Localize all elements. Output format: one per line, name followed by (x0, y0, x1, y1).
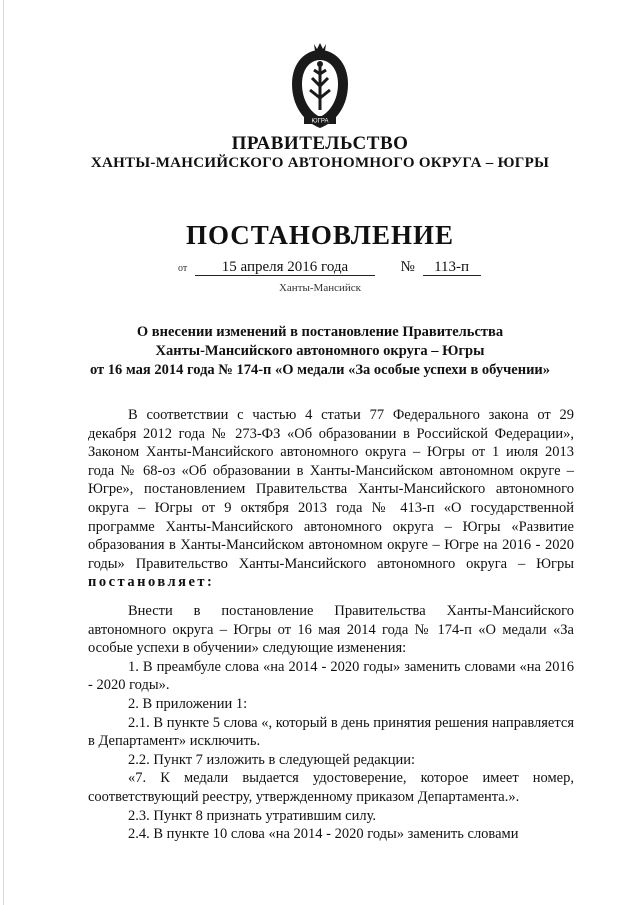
resolves-word: постановляет: (88, 574, 215, 591)
coat-of-arms-emblem (284, 40, 356, 134)
item-2-1: 2.1. В пункте 5 слова «, который в день принятия решения направляется в Департамент» исключить. (88, 714, 574, 750)
item-2-2: 2.2. Пункт 7 изложить в следующей редакции: (128, 751, 416, 768)
operative-section (88, 602, 574, 844)
from-label: от (178, 263, 188, 274)
item-2: 2. В приложении 1: (128, 695, 248, 712)
document-title (0, 323, 640, 380)
title-line-1: О внесении изменений в постановление Правительства (136, 324, 504, 340)
item-1: 1. В преамбуле слова «на 2014 - 2020 годы» заменить словами «на 2016 - 2020 годы». (88, 658, 574, 694)
title-line-3: от 16 мая 2014 года № 174-п «О медали «За особые успехи в обучении» (89, 362, 551, 378)
item-2-4: 2.4. В пункте 10 слова «на 2014 - 2020 годы» заменить словами (128, 826, 519, 843)
date-number-line (178, 259, 481, 276)
number-label: № (400, 259, 415, 275)
document-type: ПОСТАНОВЛЕНИЕ (185, 220, 455, 250)
government-subtitle: ХАНТЫ-МАНСИЙСКОГО АВТОНОМНОГО ОКРУГА – ЮГРЫ (90, 155, 550, 171)
intro-paragraph: Внести в постановление Правительства Ханты-Мансийского автономного округа – Югры от 16 мая 2014 года № 174-п «О медали «За особые успехи в обучении» следующие изменения: (88, 603, 574, 657)
document-date: 15 апреля 2016 года (195, 259, 375, 276)
city-name: Ханты-Мансийск (278, 282, 361, 294)
item-2-2-text: «7. К медали выдается удостоверение, которое имеет номер, соответствующий реестру, утвержденному приказом Департамента.». (88, 770, 574, 805)
document-number: 113-п (423, 259, 481, 276)
emblem-label: ЮГРА (311, 118, 329, 125)
preamble-paragraph (88, 406, 574, 592)
preamble-text: В соответствии с частью 4 статьи 77 Федерального закона от 29 декабря 2012 года № 273-ФЗ «Об образовании в Российской Федерации», Законом Ханты-Мансийского автономного округа – Югры от 1 июля 2013 года № 68-оз «Об образовании в Ханты-Мансийском автономном округе – Югре», постановлением Правительства Ханты-Мансийского автономного округа – Югры от 9 октября 2013 года № 413-п «О государственной программе Ханты-Мансийского автономного округа – Югры «Развитие образования в Ханты-Мансийском автономном округе – Югре на 2016 - 2020 годы» Правительство Ханты-Мансийского автономного округа – Югры (88, 407, 574, 572)
item-2-3: 2.3. Пункт 8 признать утратившим силу. (128, 807, 377, 824)
title-line-2: Ханты-Мансийского автономного округа – Югры (155, 343, 485, 359)
government-title: ПРАВИТЕЛЬСТВО (231, 133, 409, 154)
